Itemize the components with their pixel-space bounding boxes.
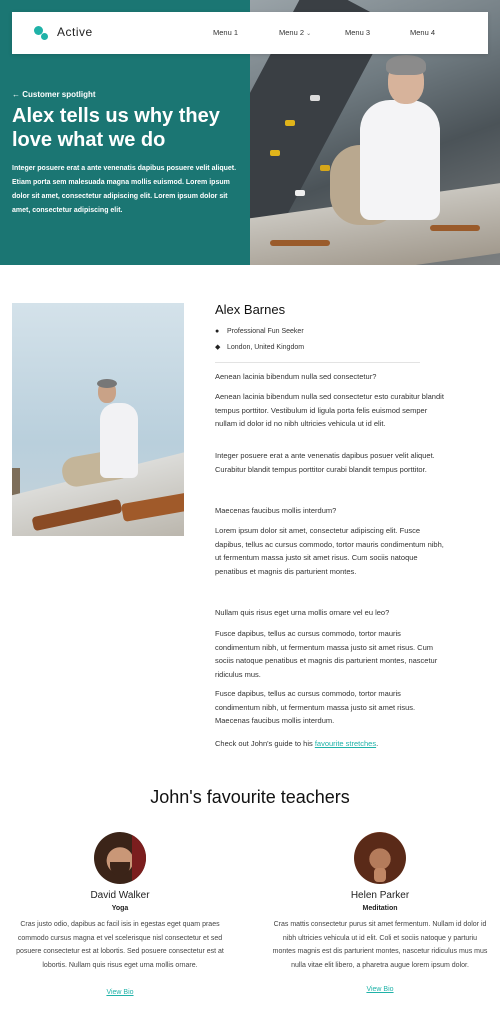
- arrow-left-icon: ←: [12, 90, 20, 99]
- location-pin-icon: ◆: [215, 344, 221, 351]
- hero: [0, 0, 500, 265]
- answer: Aenean lacinia bibendum nulla sed consectetur esto curabitur blandit tempus porttitor. Vestibulum id ligula porta felis euismod semper nullam id dolor id no nibh ultricies vehicula ut id elit.: [215, 392, 444, 428]
- profile-photo: [12, 303, 184, 536]
- question: Maecenas faucibus mollis interdum?: [215, 506, 337, 515]
- profile-occupation: ● Professional Fun Seeker: [215, 328, 304, 335]
- person-hair: [386, 55, 426, 75]
- teacher-bio: Cras justo odio, dapibus ac facil isis in egestas eget quam praes commodo cursus magna et vel scelerisque nisl consectetur et sed posuere consectetur est at lobortis. Sed posuere consectetur est at lobortis. Nullam quis risus eget urna mollis ornare.: [16, 921, 224, 969]
- answer: Lorem ipsum dolor sit amet, consectetur adipiscing elit. Fusce dapibus, tellus ac cursus commodo, tortor mauris condimentum nibh, ut fermentum massa justo sit amet risus. Cum sociis natoque penatibus et magnis dis parturient montes.: [215, 526, 444, 576]
- section-title: John's favourite teachers: [150, 787, 350, 807]
- car: [295, 190, 305, 196]
- person-hair: [97, 379, 117, 388]
- back-link[interactable]: ← Customer spotlight: [12, 90, 96, 99]
- chevron-down-icon: ⌄: [306, 31, 312, 37]
- menu-item-4[interactable]: Menu 4: [410, 28, 436, 37]
- question: Nullam quis risus eget urna mollis ornare vel eu leo?: [215, 608, 390, 617]
- rust-mark: [270, 240, 330, 246]
- menu-item-3[interactable]: Menu 3: [345, 28, 371, 37]
- avatar: [94, 832, 146, 884]
- logo-icon[interactable]: [34, 26, 50, 42]
- taxi: [285, 120, 295, 126]
- person-torso: [360, 100, 440, 220]
- hero-text: Integer posuere erat a ante venenatis dapibus posuere velit aliquet. Etiam porta sem malesuada magna mollis euismod. Lorem ipsum dolor sit amet, consectetur adipiscing elit. Lorem ipsum dolor sit amet, consectetur adipiscing elit.: [12, 165, 237, 214]
- teacher-name: David Walker: [90, 890, 150, 901]
- hero-title: Alex tells us why they love what we do: [12, 105, 220, 151]
- top-nav: [12, 12, 488, 54]
- teacher-role: Yoga: [111, 905, 129, 912]
- menu-item-1[interactable]: Menu 1: [213, 28, 239, 37]
- taxi: [320, 165, 330, 171]
- answer: Fusce dapibus, tellus ac cursus commodo, tortor mauris condimentum nibh, ut fermentum massa justo sit amet risus. Cum sociis natoque penatibus et magnis dis parturient montes, nascetur ridiculus mus.: [215, 629, 438, 679]
- menu-item-2[interactable]: Menu 2 ⌄: [279, 28, 312, 37]
- brand-name[interactable]: Active: [57, 25, 93, 39]
- view-bio-link[interactable]: View Bio: [106, 989, 134, 996]
- teacher-bio: Cras mattis consectetur purus sit amet fermentum. Nullam id dolor id nibh ultricies vehicula ut id elit. Coli et sociis natoque y parturiu montes magnis est dis parturient montes, nascetur ridiculus mus mus nulla vitae elit libero, a pharetra augue lorem ipsum dolor.: [272, 921, 488, 969]
- divider: [215, 362, 420, 363]
- car: [310, 95, 320, 101]
- question: Aenean lacinia bibendum nulla sed consectetur?: [215, 372, 377, 381]
- guide-text: Check out John's guide to his favourite stretches.: [215, 739, 379, 748]
- profile-name: Alex Barnes: [215, 302, 286, 317]
- answer: Fusce dapibus, tellus ac cursus commodo, tortor mauris condimentum nibh, ut fermentum massa justo sit amet risus. Maecenas faucibus mollis interdum.: [215, 689, 416, 725]
- answer: Integer posuere erat a ante venenatis dapibus posuer velit aliquet. Curabitur blandit tempus porttitor curabi blandit tempus porttitor.: [215, 451, 435, 474]
- person-icon: ●: [215, 328, 220, 335]
- teacher-name: Helen Parker: [350, 890, 410, 901]
- person-torso: [100, 403, 138, 478]
- rust-mark: [430, 225, 480, 231]
- avatar: [354, 832, 406, 884]
- view-bio-link[interactable]: View Bio: [366, 986, 394, 993]
- teacher-role: Meditation: [362, 905, 398, 912]
- favourite-stretches-link[interactable]: favourite stretches: [314, 739, 377, 748]
- profile-location: ◆ London, United Kingdom: [215, 344, 305, 351]
- taxi: [270, 150, 280, 156]
